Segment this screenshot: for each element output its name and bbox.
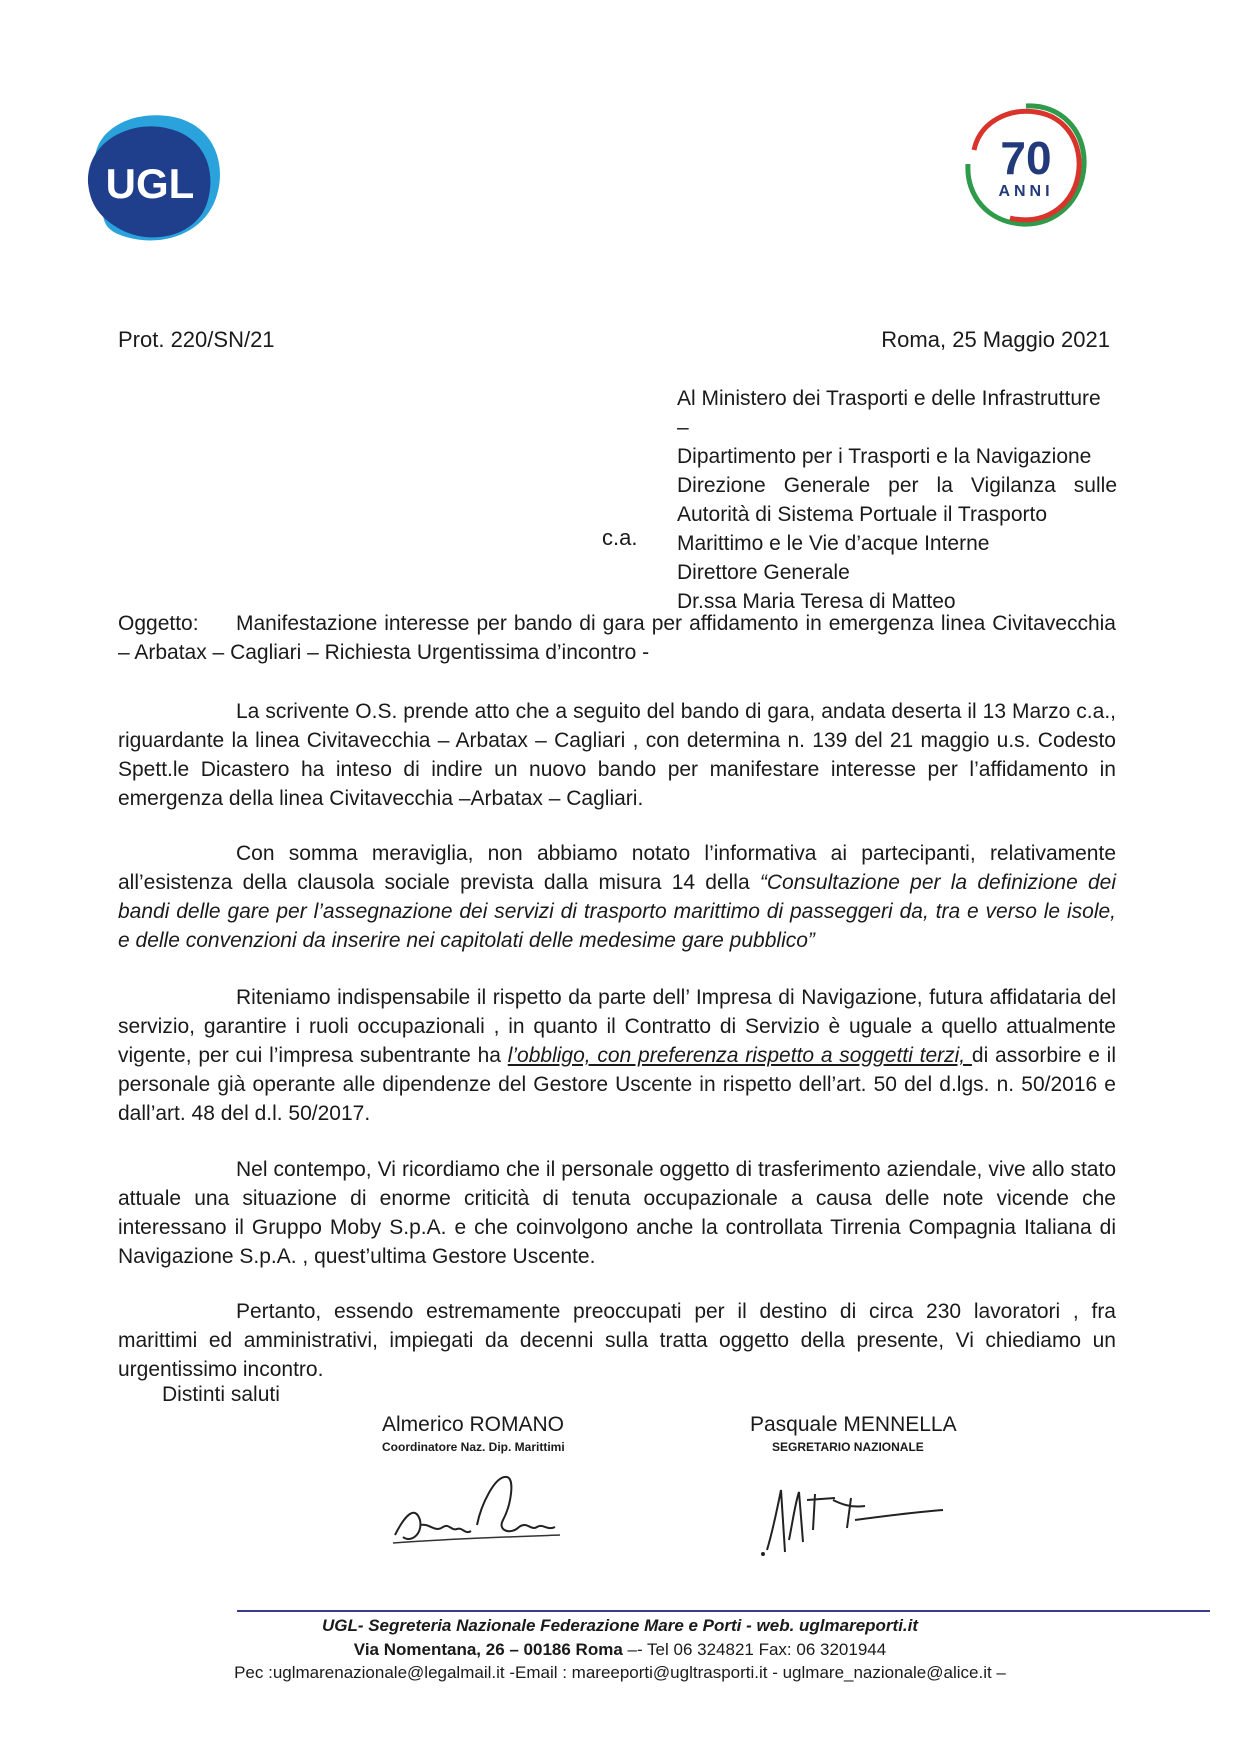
protocol-number: Prot. 220/SN/21 xyxy=(118,327,275,352)
body-paragraph-2: Con somma meraviglia, non abbiamo notato l’informativa ai partecipanti, relativamente all’esistenza della clausola sociale prevista dalla misura 14 della “Consultazione per la definizione dei bandi delle gare per l’assegnazione dei servizi di trasporto marittimo di passeggeri da, tra e verso le isole, e delle convenzioni da inserire nei capitolati delle medesime gare pubblico” xyxy=(118,842,1116,952)
signatory-title: SEGRETARIO NAZIONALE xyxy=(772,1440,924,1454)
signatory-name: Pasquale MENNELLA xyxy=(750,1413,957,1436)
recipient-block xyxy=(677,384,1117,616)
recipient-line: Dr.ssa Maria Teresa di Matteo xyxy=(677,590,956,613)
svg-text:70: 70 xyxy=(1000,132,1052,184)
ugl-logo-text: UGL xyxy=(105,160,195,207)
subject-text: Manifestazione interesse per bando di gara per affidamento in emergenza linea Civitavecchia – Arbatax – Cagliari – Richiesta Urgentissima d’incontro - xyxy=(118,612,1116,664)
ca-label: c.a. xyxy=(602,525,638,550)
anniversary-70-logo xyxy=(960,100,1092,232)
handwritten-signature-mennella xyxy=(755,1480,945,1560)
recipient-line: Dipartimento per i Trasporti e la Navigazione xyxy=(677,445,1092,468)
footer-address: Via Nomentana, 26 – 00186 Roma –- Tel 06 324821 Fax: 06 3201944 xyxy=(353,1640,887,1659)
recipient-line: Al Ministero dei Trasporti e delle Infrastrutture – xyxy=(677,387,1101,439)
body-paragraph-1: La scrivente O.S. prende atto che a seguito del bando di gara, andata deserta il 13 Marzo c.a., riguardante la linea Civitavecchia – Arbatax – Cagliari , con determina n. 139 del 21 maggio u.s. Codesto Spett.le Dicastero ha inteso di indire un nuovo bando per manifestare interesse per l’affidamento in emergenza della linea Civitavecchia –Arbatax – Cagliari. xyxy=(118,700,1116,810)
footer-organization: UGL- Segreteria Nazionale Federazione Mare e Porti - web. uglmareporti.it xyxy=(321,1616,919,1635)
body-paragraph-3: Riteniamo indispensabile il rispetto da parte dell’ Impresa di Navigazione, futura affidataria del servizio, garantire i ruoli occupazionali , in quanto il Contratto di Servizio è uguale a quello attualmente vigente, per cui l’impresa subentrante ha l’obbligo, con preferenza rispetto a soggetti terzi, di assorbire e il personale già operante alle dipendenze del Gestore Uscente in rispetto dell’art. 50 del d.lgs. n. 50/2016 e dall’art. 48 del d.l. 50/2017. xyxy=(118,986,1116,1125)
recipient-line: Direttore Generale xyxy=(677,561,850,584)
recipient-line: Direzione Generale per la Vigilanza sulle xyxy=(677,474,1117,497)
subject-label: Oggetto: xyxy=(118,612,199,635)
signatory-title: Coordinatore Naz. Dip. Marittimi xyxy=(382,1440,565,1454)
footer-divider xyxy=(237,1610,1210,1612)
ugl-logo xyxy=(78,108,228,248)
handwritten-signature-romano xyxy=(385,1465,575,1560)
quoted-consultation-title: “Consultazione per la definizione dei bandi delle gare per l’assegnazione dei servizi di trasporto marittimo di passeggeri da, tra e verso le isole, e delle convenzioni da inserire nei capitolati delle medesime gare pubblico” xyxy=(118,871,1116,952)
recipient-line: Autorità di Sistema Portuale il Trasporto xyxy=(677,503,1048,526)
recipient-line: Marittimo e le Vie d’acque Interne xyxy=(677,532,990,555)
closing-greeting: Distinti saluti xyxy=(162,1383,280,1406)
letter-date: Roma, 25 Maggio 2021 xyxy=(881,327,1110,352)
body-paragraph-5: Pertanto, essendo estremamente preoccupati per il destino di circa 230 lavoratori , fra marittimi ed amministrativi, impiegati da decenni sulla tratta oggetto della presente, Vi chiediamo un urgentissimo incontro. xyxy=(118,1300,1116,1381)
signatory-name: Almerico ROMANO xyxy=(382,1413,565,1436)
underlined-obligation: l’obbligo, con preferenza rispetto a soggetti terzi, xyxy=(507,1044,972,1067)
subject-line xyxy=(118,609,1116,667)
body-paragraph-4: Nel contempo, Vi ricordiamo che il personale oggetto di trasferimento aziendale, vive allo stato attuale una situazione di enorme criticità di tenuta occupazionale a causa delle note vicende che interessano il Gruppo Moby S.p.A. e che coinvolgono anche la controllata Tirrenia Compagnia Italiana di Navigazione S.p.A. , quest’ultima Gestore Uscente. xyxy=(118,1158,1116,1268)
svg-text:ANNI: ANNI xyxy=(998,183,1054,200)
footer-emails: Pec :uglmarenazionale@legalmail.it -Email : mareeporti@ugltrasporti.it - uglmare_nazionale@alice.it – xyxy=(234,1663,1006,1682)
